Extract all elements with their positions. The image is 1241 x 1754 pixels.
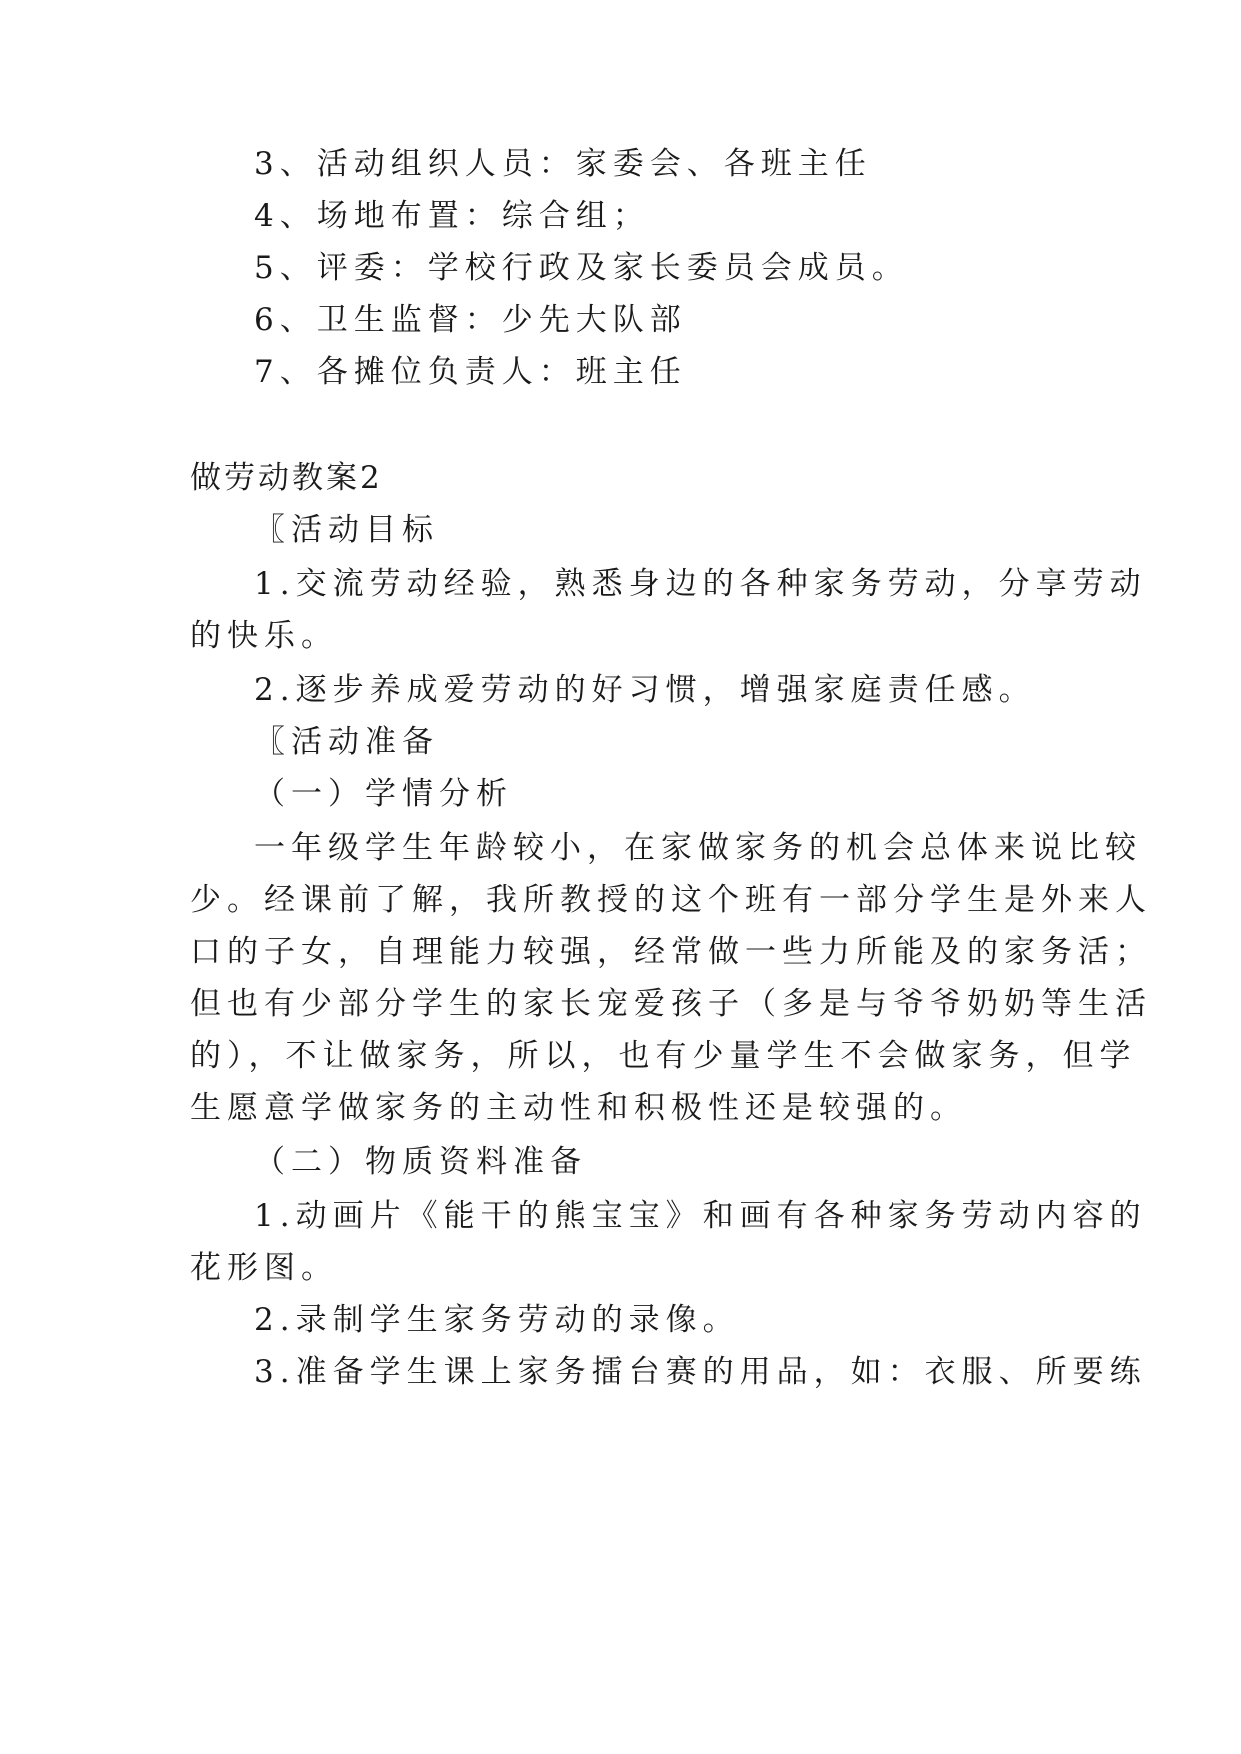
material-1-line2: 花形图。 [190,1250,338,1286]
goal-2: 2.逐步养成爱劳动的好习惯，增强家庭责任感。 [254,672,1036,708]
list-item-judges: 5、评委：学校行政及家长委员会成员。 [254,250,909,286]
section-title: 做劳动教案2 [190,460,383,496]
analysis-line: 少。经课前了解，我所教授的这个班有一部分学生是外来人 [190,882,1152,918]
goal-1-line2: 的快乐。 [190,618,338,654]
analysis-line: 生愿意学做家务的主动性和积极性还是较强的。 [190,1090,967,1126]
list-item-hygiene: 6、卫生监督：少先大队部 [254,302,687,338]
analysis-line: 一年级学生年龄较小，在家做家务的机会总体来说比较 [254,830,1142,866]
analysis-heading: （一）学情分析 [254,776,513,812]
materials-heading: （二）物质资料准备 [254,1144,587,1180]
goal-1-line1: 1.交流劳动经验，熟悉身边的各种家务劳动，分享劳动 [254,566,1147,602]
analysis-line: 的），不让做家务，所以，也有少量学生不会做家务，但学 [190,1038,1137,1074]
list-item-organizers: 3、活动组织人员：家委会、各班主任 [254,146,872,182]
material-3: 3.准备学生课上家务擂台赛的用品，如：衣服、所要练 [254,1354,1147,1390]
list-item-booth-lead: 7、各摊位负责人：班主任 [254,354,687,390]
material-2: 2.录制学生家务劳动的录像。 [254,1302,740,1338]
prep-heading: 〖活动准备 [254,724,439,760]
analysis-line: 但也有少部分学生的家长宠爱孩子（多是与爷爷奶奶等生活 [190,986,1152,1022]
material-1-line1: 1.动画片《能干的熊宝宝》和画有各种家务劳动内容的 [254,1198,1147,1234]
analysis-line: 口的子女，自理能力较强，经常做一些力所能及的家务活； [190,934,1152,970]
list-item-venue: 4、场地布置：综合组； [254,198,650,234]
goal-heading: 〖活动目标 [254,512,439,548]
